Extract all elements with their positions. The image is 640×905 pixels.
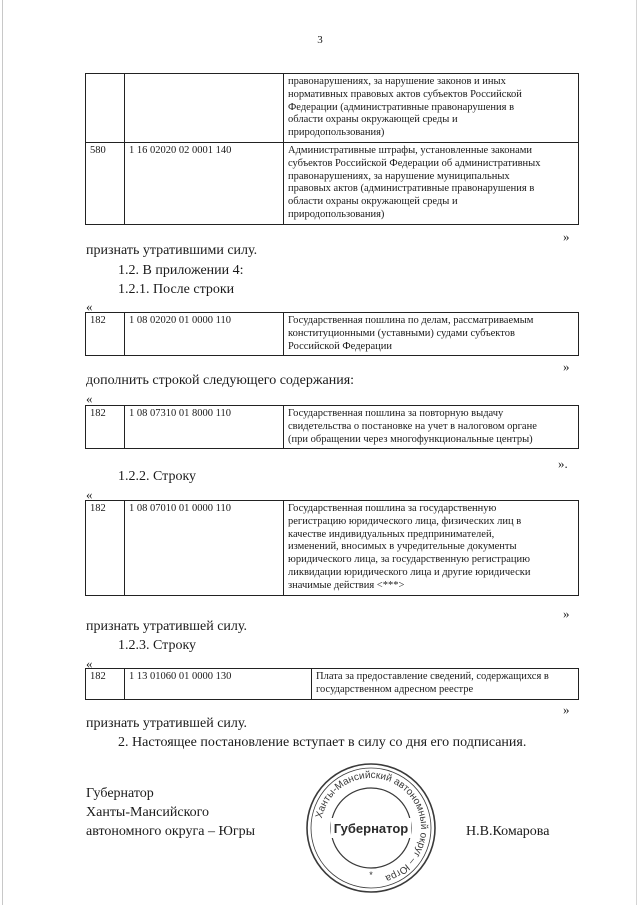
table-cell-code: 182 (86, 406, 125, 449)
seal-star: * (369, 870, 373, 880)
table-cell-code: 580 (86, 142, 125, 224)
table-cell-kbk (125, 74, 284, 143)
seal-center-text: Губернатор (333, 821, 409, 836)
paragraph-recognize-invalid: признать утратившими силу. (86, 243, 258, 258)
table-row-4 (85, 668, 579, 700)
table-cell-code (86, 74, 125, 143)
table-cell-description: Плата за предоставление сведений, содержащихся в государственном адресном реестре (312, 669, 579, 700)
table-row (86, 501, 579, 596)
table-top (85, 73, 579, 225)
table-cell-code: 182 (86, 669, 125, 700)
table-cell-description: Государственная пошлина за государственную регистрацию юридического лица, физических лиц в качестве индивидуальных предпринимателей, изменений, вносимых в учредительные документы юридического лица, за государственную регистрацию ликвидации юридического лица и другие юридически значимые действия <***> (284, 501, 579, 596)
paragraph-recognize-invalid: признать утратившей силу. (86, 716, 247, 731)
table-row-2 (85, 405, 579, 449)
opening-quote: « (86, 299, 93, 314)
table-row-1 (85, 312, 579, 356)
table-cell-kbk: 1 08 02020 01 0000 110 (125, 313, 284, 356)
table-cell-description: Государственная пошлина за повторную выдачу свидетельства о постановке на учет в налоговом органе (при обращении через многофункциональные центры) (284, 406, 579, 449)
table-cell-kbk: 1 08 07310 01 8000 110 (125, 406, 284, 449)
closing-quote: » (563, 359, 570, 374)
table-cell-kbk: 1 16 02020 02 0001 140 (125, 142, 284, 224)
table-cell-code: 182 (86, 313, 125, 356)
seal-ring-text: Ханты-Мансийский автономный округ – Югра (314, 769, 430, 884)
paragraph-recognize-invalid: признать утратившей силу. (86, 619, 247, 634)
paragraph-supplement: дополнить строкой следующего содержания: (86, 373, 355, 388)
paragraph-1-2-2: 1.2.2. Строку (118, 469, 197, 484)
table-cell-code: 182 (86, 501, 125, 596)
opening-quote: « (86, 487, 93, 502)
page-number: 3 (317, 34, 323, 46)
table-row (86, 313, 579, 356)
table-row (86, 669, 579, 700)
scan-edge-left (2, 0, 3, 905)
paragraph-1-2-3: 1.2.3. Строку (118, 638, 197, 653)
closing-quote: » (563, 702, 570, 717)
table-cell-kbk: 1 13 01060 01 0000 130 (125, 669, 312, 700)
closing-quote: » (563, 606, 570, 621)
table-row-3 (85, 500, 579, 596)
opening-quote: « (86, 656, 93, 671)
table-cell-description: правонарушениях, за нарушение законов и иных нормативных правовых актов субъектов Российской Федерации (административные правонарушения в области охраны окружающей среды и природопользования) (284, 74, 579, 143)
paragraph-2: 2. Настоящее постановление вступает в силу со дня его подписания. (118, 735, 527, 750)
paragraph-1-2-1: 1.2.1. После строки (118, 282, 235, 297)
table-cell-description: Административные штрафы, установленные законами субъектов Российской Федерации об административных правонарушениях, за нарушение муниципальных правовых актов (административные правонарушения в области охраны окружающей среды и природопользования) (284, 142, 579, 224)
closing-quote-dot: ». (558, 456, 568, 471)
signature-title-2: Ханты-Мансийского (86, 805, 210, 820)
signature-title-3: автономного округа – Югры (86, 824, 255, 839)
paragraph-1-2: 1.2. В приложении 4: (118, 263, 244, 278)
table-row (86, 74, 579, 143)
opening-quote: « (86, 391, 93, 406)
table-cell-kbk: 1 08 07010 01 0000 110 (125, 501, 284, 596)
signatory-name: Н.В.Комарова (466, 824, 550, 839)
table-cell-description: Государственная пошлина по делам, рассматриваемым конституционными (уставными) судами субъектов Российской Федерации (284, 313, 579, 356)
table-row (86, 142, 579, 224)
scan-edge-right (636, 0, 637, 905)
official-seal (303, 760, 439, 896)
table-row (86, 406, 579, 449)
closing-quote: » (563, 229, 570, 244)
signature-title-1: Губернатор (86, 786, 154, 801)
